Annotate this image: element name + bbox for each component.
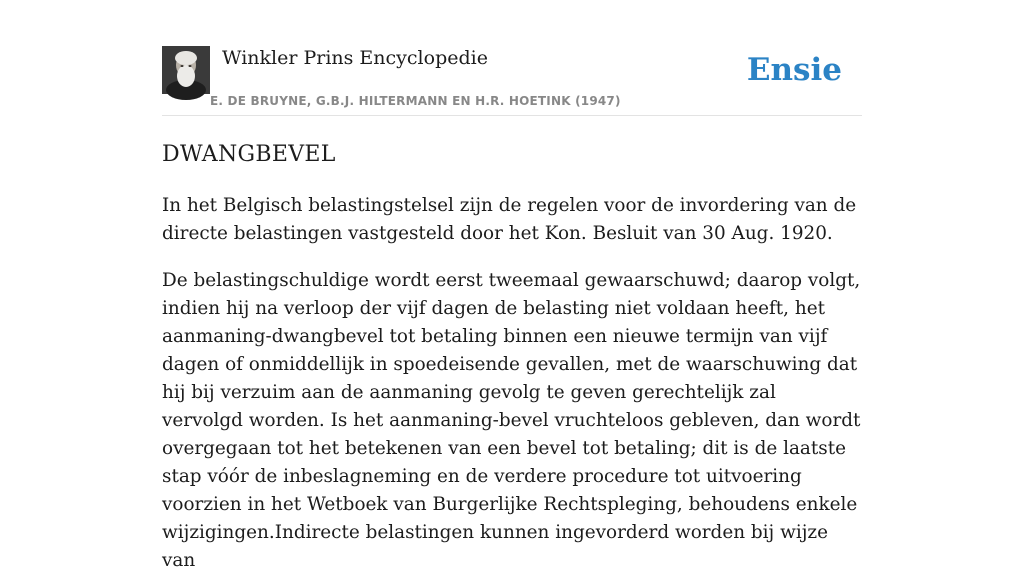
source-title[interactable]: Winkler Prins Encyclopedie xyxy=(222,47,488,69)
brand-logo[interactable]: Ensie xyxy=(746,52,842,88)
header xyxy=(162,46,862,116)
authors: E. DE BRUYNE, G.B.J. HILTERMANN EN H.R. HOETINK (1947) xyxy=(210,94,621,108)
article-paragraph: In het Belgisch belastingstelsel zijn de regelen voor de invordering van de directe belastingen vastgesteld door het Kon. Besluit van 30 Aug. 1920. xyxy=(162,195,857,244)
article-title: DWANGBEVEL xyxy=(162,142,336,167)
article-card xyxy=(162,46,862,575)
article-paragraph: De belastingschuldige wordt eerst tweemaal gewaarschuwd; daarop volgt, indien hij na verloop der vijf dagen de belasting niet voldaan heeft, het aanmaning-dwangbevel tot betaling binnen een nieuwe termijn van vijf dagen of onmiddellijk in spoedeisende gevallen, met de waarschuwing dat hij bij verzuim aan de aanmaning gevolg te geven gerechtelijk zal vervolgd worden. Is het aanmaning-bevel vruchteloos gebleven, dan wordt overgegaan tot het betekenen van een bevel tot betaling; dit is de laatste stap vóór de inbeslagneming en de verdere procedure tot uitvoering voorzien in het Wetboek van Burgerlijke Rechtspleging, behoudens enkele wijzigingen.Indirecte belastingen kunnen ingevorderd worden bij wijze van xyxy=(162,270,861,571)
portrait-icon[interactable] xyxy=(162,46,210,94)
